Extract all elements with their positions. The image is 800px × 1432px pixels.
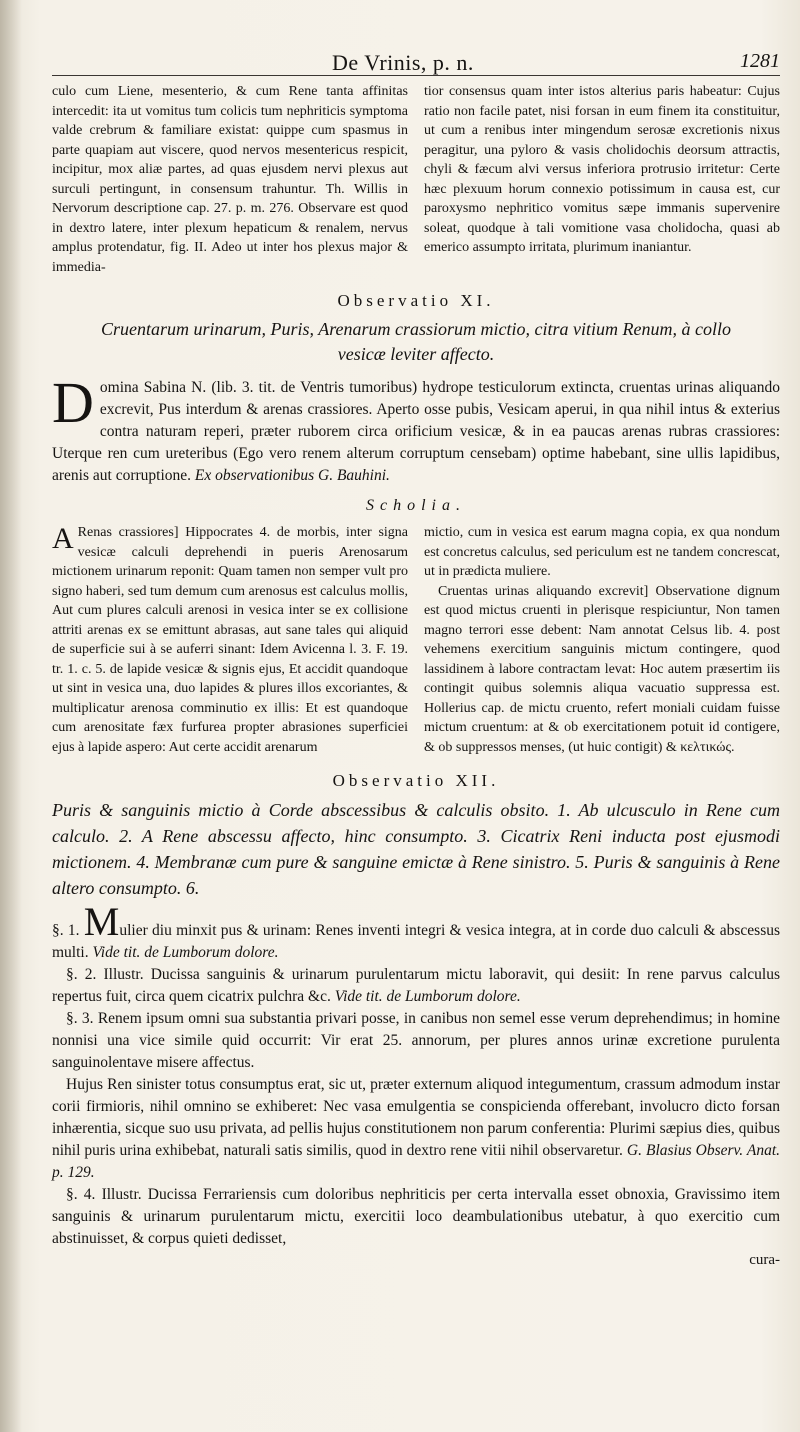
observatio-12-title: Observatio XII. [332,771,500,790]
section-2-text: §. 2. Illustr. Ducissa sanguinis & urinarum purulentarum mictu laboravit, qui desiit: In rene parvus calculus repertus fuit, circa quem cicatrix pulchra &c. [52,966,780,1005]
observatio-11-text: omina Sabina N. (lib. 3. tit. de Ventris tumoribus) hydrope testiculorum extincta, cruentas urinas aliquando excrevit, Pus interdum & arenas crassiores. Aperto osse pubis, Vesicam aperui, in qua nihil intus & exterius contra naturam reperi, præter ruborem circa orificium vesicæ, & in ea paucas arenas rubras crassiores: Uterque ren cum ureteribus (Ego vero renem alterum corruptum censebam) optime habebant, sine ullis lapidibus, arenis aut corruptione. [52,379,780,484]
observatio-11-subtitle: Cruentarum urinarum, Puris, Arenarum crassiorum mictio, citra vitium Renum, à collo vesicæ leviter affecto. [101,319,731,364]
top-columns [52,82,780,277]
section-1 [52,899,781,964]
observatio-11-body [52,370,780,487]
section-2-reference: Vide tit. de Lumborum dolore. [334,988,521,1005]
page-number: 1281 [740,50,780,72]
catchword: cura- [749,1252,780,1268]
section-3: §. 3. Renem ipsum omni sua substantia privari posse, in canibus non semel esse verum deprehendimus; in homine nonnisi una vice simile quid occurrit: Vir erat 25. annorum, per plures annos urinæ excretione purulenta sanguinolentave misere affectus. [52,1010,780,1071]
section-3-continued [52,1074,780,1184]
top-right-text: tior consensus quam inter istos alterius paris habeatur: Cujus ratio non facile patet, nisi forsan in eum finem ita constituitur, ut cum a renibus inter mingendum serosæ excretionis nixus peragitur, una pyloro & vasis cholidochis deorsum attractis, chyli & fæcum alvi versus inferiora protrusio irritetur: Certe hæc plexuum horum connexio potissimum in causa est, cur paroxysmo nephritico vomitus sæpe immanis supervenire soleat, quodque à tali vomitione vasa cholidocha, quasi ab emerico assumpto irritata, plurimum inaniantur. [424,84,780,255]
scholia-left-text: Renas crassiores] Hippocrates 4. de morbis, inter signa vesicæ calculi deprehendi in pueris Arenosarum mictionem urinarum reponit: Quam tamen non semper vult pro signo haberi, sed tum demum cum arenosus est calculus mollis, Aut cum plures calculi arenosi in vesica inter se ex collisione attriti arenas ex se emittunt abrasas, aut sane tales qui aliquid de superficie sui à se auferri sinant: Idem Avicenna l. 3. F. 19. tr. 1. c. 5. de lapide vesicæ & signis ejus, Et accidit quandoque ut sint in vesica una, duo lapides & plures illos excoriantes, & multiplicatur arenosa comminutio ex illis: Et est quandoque cum arenositate fæx furfurea propter abrasiones superficiei ejus à lapide aspero: Aut certe accidit arenarum [52,525,408,755]
observatio-11-title: Observatio XI. [337,291,495,310]
top-left-column [52,82,408,277]
section-1-text: ulier diu minxit pus & urinam: Renes inventi integri & vesica integra, at in corde duo calculi & abscessus multi. [52,922,781,961]
scholia-columns [52,523,780,757]
section-1-reference: Vide tit. de Lumborum dolore. [92,944,279,961]
dropcap-m: M [83,899,120,944]
section-3-reference: G. Blasius Observ. Anat. p. 129. [52,1142,781,1181]
scholia-right-text-1: mictio, cum in vesica est earum magna copia, ex qua nondum est concretus calculus, sed periculum est ne tandem concrescat, ut in prædicta muliere. [424,525,780,579]
observatio-12-subtitle: Puris & sanguinis mictio à Corde abscessibus & calculis obsito. 1. Ab ulcusculo in Rene cum calculo. 2. A Rene abscessu affecto, hinc consumpto. 3. Cicatrix Reni inducta post ejusmodi mictionem. 4. Membranæ cum pure & sanguine emictæ à Rene sinistro. 5. Puris & sanguinis à Rene altero consumpto. 6. [52,800,780,898]
section-3-continued-text: Hujus Ren sinister totus consumptus erat, sic ut, præter externum aliquod integumentum, crassum admodum instar corii firmioris, nihil omnino se exhiberet: Nec vasa emulgentia se conspicienda offerebant, involucro dicto forsan inhærentia, sicque suo usu privata, ad pellis hujus constitutionem non parum conferentia: Plurimi sæpius dies, quibus nihil puris urina exhibebat, naturali satis similis, quod in dextro rene vitii nihil observaretur. [52,1076,780,1159]
binding-shadow [0,0,22,1432]
dropcap-d: D [52,370,94,435]
observatio-11-source: Ex observationibus G. Bauhini. [194,467,390,484]
running-header [52,40,780,76]
section-4: §. 4. Illustr. Ducissa Ferrariensis cum doloribus nephriticis per certa intervalla esset obnoxia, Gravissimo item sanguinis & urinarum purulentarum mictu, exercitii loco deambulationibus utebatur, à quo exercitio cum abstinuisset, & corpus quieti dedisset, [52,1186,780,1247]
section-1-number: §. 1. [52,922,80,939]
scholia-title: Scholia. [366,497,466,514]
section-2 [52,964,780,1008]
scholia-right-text-2: Cruentas urinas aliquando excrevit] Observatione dignum est quod mictus cruenti in plerisque respiciuntur, Non tamen magno terrori esse debent: Nam annotat Celsus lib. 4. post vehemens exercitium sanguinis mictum contingere, quod lassidinem à labore contractam levat: Hoc autem præsertim iis contingit quibus solemnis aliqua vacuatio suppressa est. Hollerius cap. de mictu cruento, refert moniali cuidam fuisse mictum cruentum: at & ob exercitationem potuit id contigere, & ob suppressos menses, (ut huic contigit) & κελτικώς. [424,583,780,755]
running-title: De Vrinis, p. n. [332,50,474,75]
header-rule [52,75,780,76]
top-left-text: culo cum Liene, mesenterio, & cum Rene tanta affinitas intercedit: ita ut vomitus tum colicis tum nephriticis symptoma valde crebrum & familiare existat: quippe cum spasmus in parte quapiam aut viscere, quod nervos mesentericus respicit, incipitur, mox aliæ partes, ad quas ejusdem nervi plexus aut surculi pertingunt, in consensum trahuntur. Th. Willis in Nervorum descriptione cap. 27. p. m. 276. Observare est quod in dextro latere, inter plexum hepaticum & renalem, nervus amplus protendatur, fig. II. Adeo ut inter hos plexus major & immedia- [52,84,408,275]
scholia-right-column [424,523,780,757]
scholia-left-column [52,523,408,757]
dropcap-a: A [52,522,74,555]
top-right-column [424,82,780,277]
